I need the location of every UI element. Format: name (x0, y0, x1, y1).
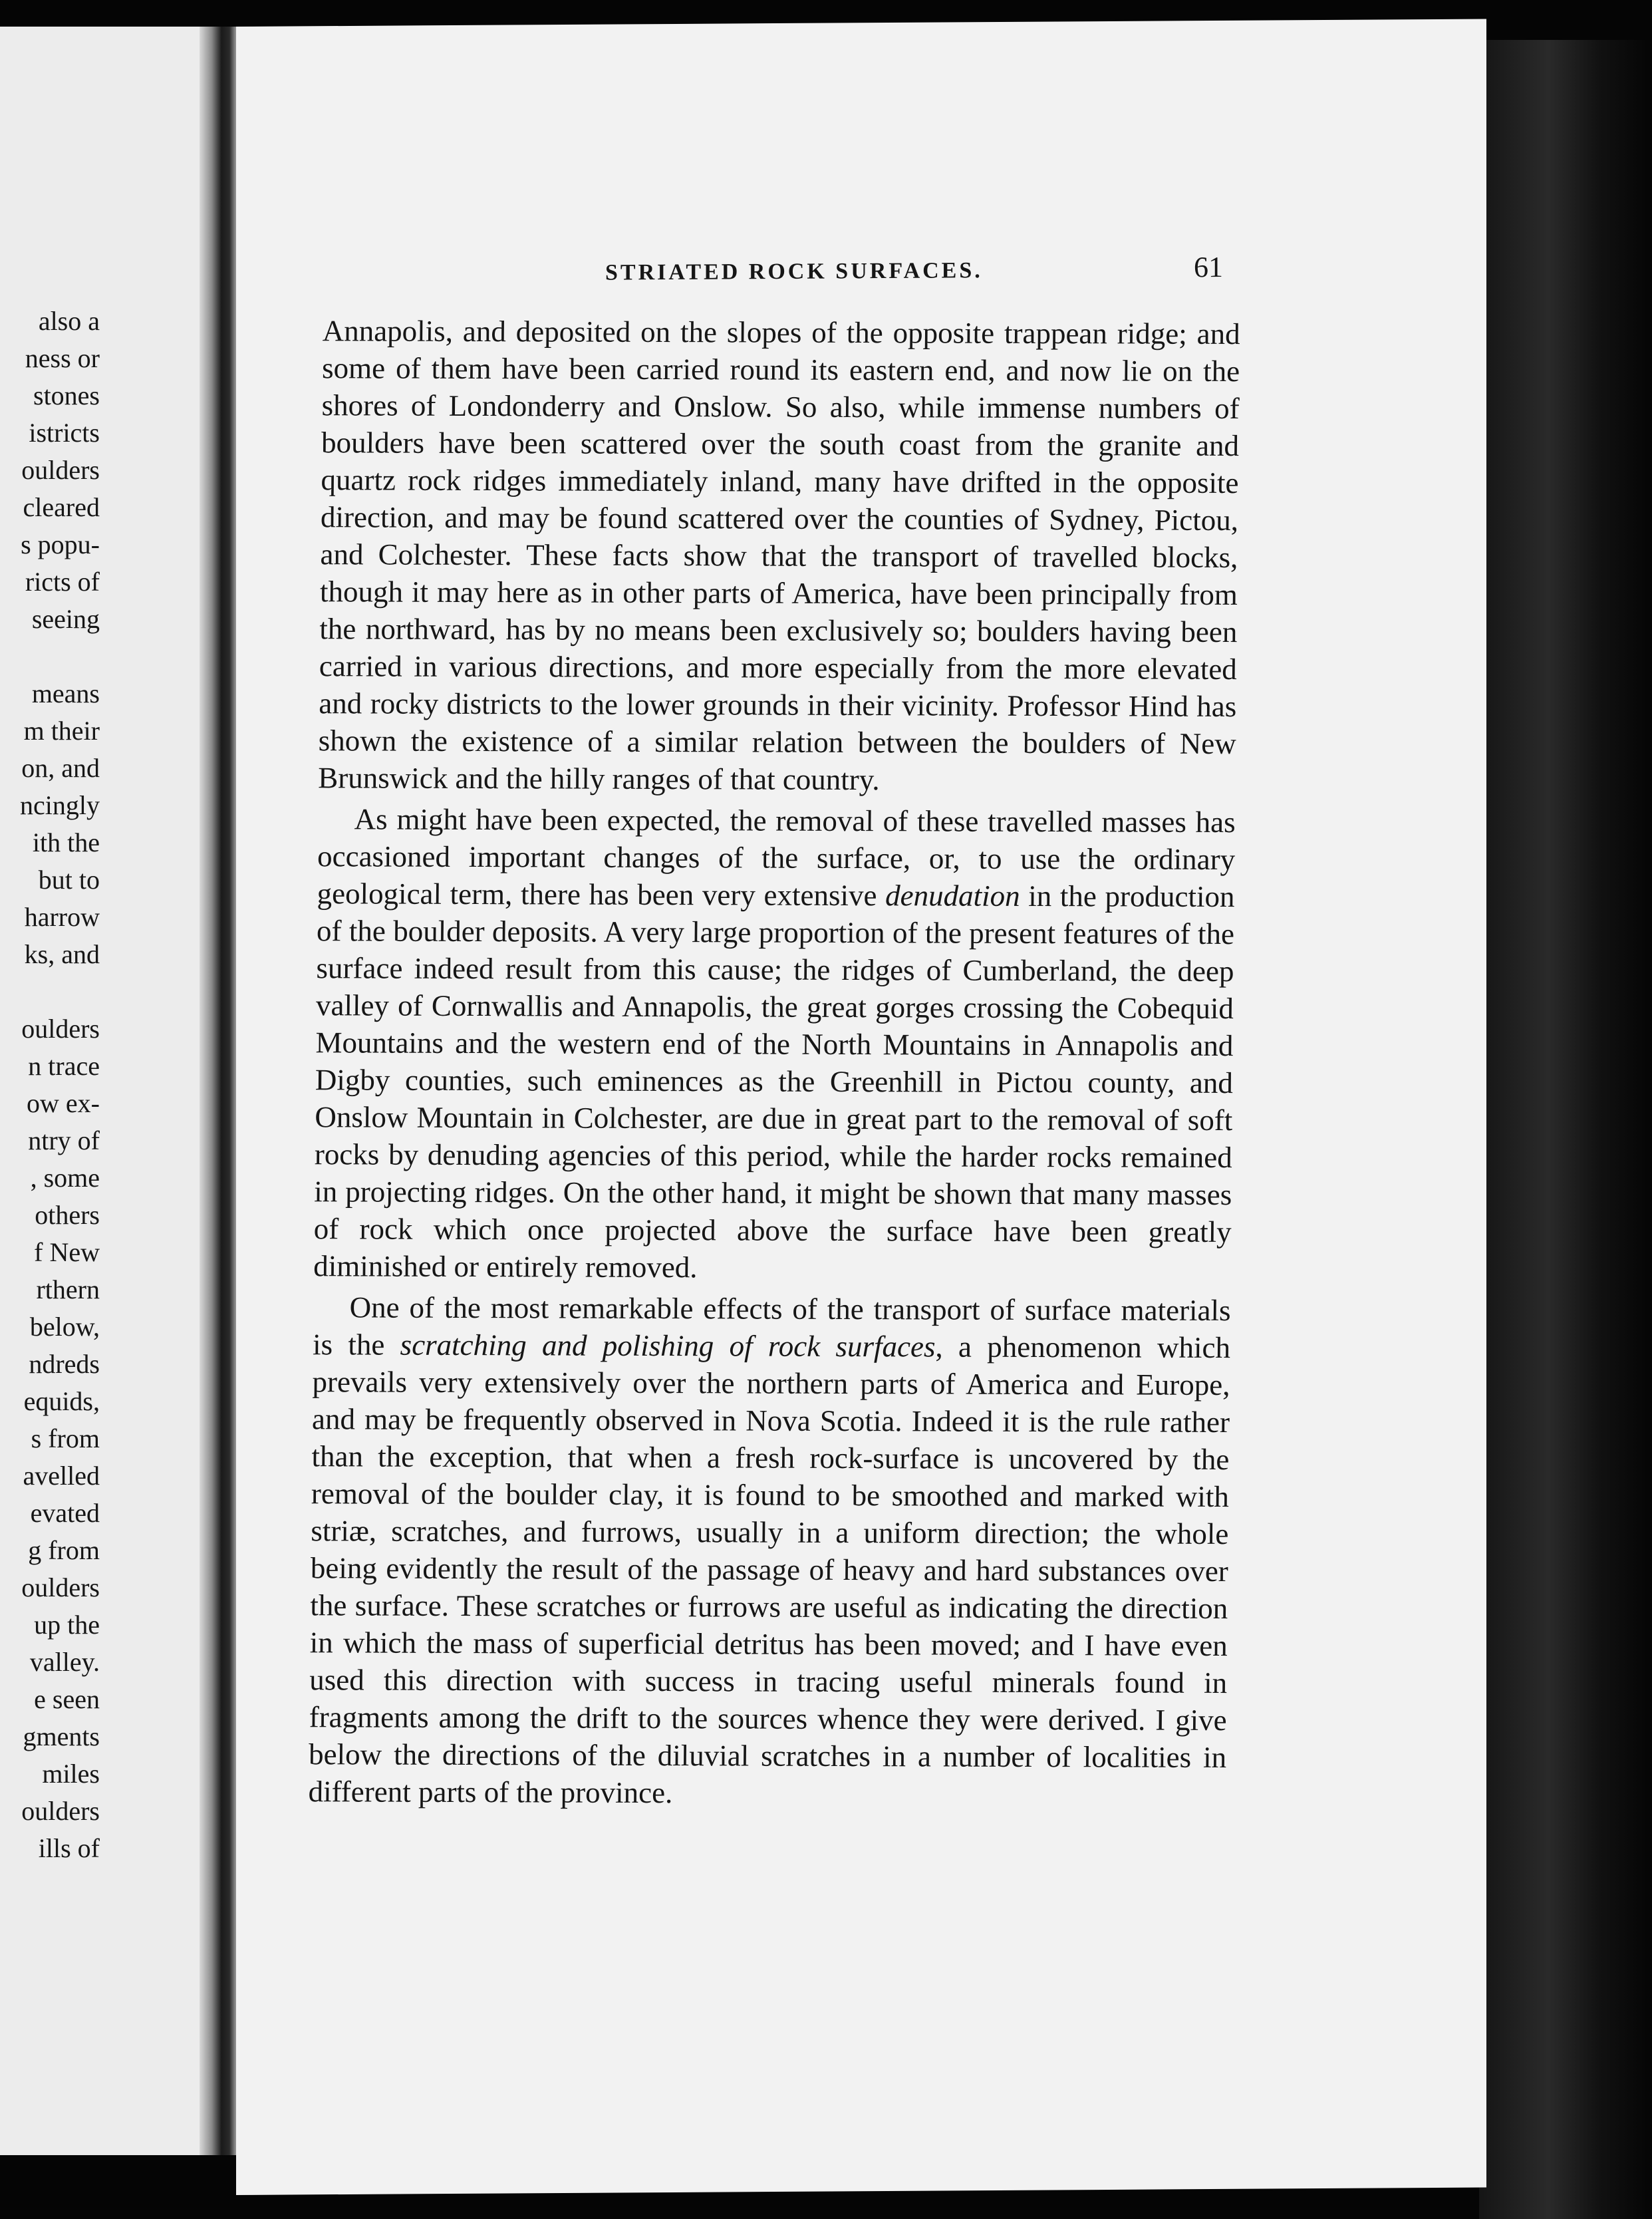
left-page-line: oulders (21, 1796, 100, 1826)
left-page-line: istricts (29, 418, 100, 448)
left-page-line: ncingly (20, 790, 100, 820)
paragraph-3-text-after: , a phenomenon which prevails very extensively over the northern parts of America and Europe, and may be frequently observed in Nova Scotia. Indeed it is the rule rather than the exception, that when a fresh rock-surface is uncovered by the removal of the boulder clay, it is found to be smoothed and marked with striæ, scratches, and furrows, usually in a uniform direction; the whole being evidently the result of the passage of heavy and hard substances over the surface. These scratches or furrows are useful as indicating the direction in which the mass of superficial detritus has been moved; and I have even used this direction with success in tracing useful minerals found in fragments among the drift to the sources whence they were derived. I give below the directions of the diluvial scratches in a number of localities in different parts of the province. (308, 1330, 1231, 1810)
left-page-line: e seen (34, 1684, 100, 1714)
book-fore-edge (1479, 40, 1652, 2219)
left-page-line: n trace (28, 1051, 100, 1081)
left-page-line: rthern (36, 1274, 100, 1304)
left-page-line: s popu- (21, 529, 100, 559)
left-page-line: m their (23, 716, 100, 746)
left-page-line: s from (31, 1423, 100, 1453)
paragraph-3 (308, 1288, 1230, 1813)
left-page-line: but to (38, 865, 100, 895)
left-page-line: ndreds (29, 1349, 100, 1379)
main-page (236, 19, 1486, 2195)
left-page-line: means (31, 678, 100, 708)
paragraph-1 (318, 312, 1240, 800)
left-page-line: f New (34, 1237, 100, 1267)
left-page-line: ks, and (24, 939, 100, 969)
left-page-line: harrow (24, 902, 100, 932)
paragraph-2-text-before: As might have been expected, the removal of these travelled masses has occasioned important changes of the surface, or, to use the ordinary geological term, there has been very extensive (317, 802, 1236, 913)
left-page-line: ills of (38, 1833, 100, 1863)
left-page-line: ith the (32, 827, 100, 857)
left-page-line: avelled (23, 1461, 100, 1491)
left-page-line: g from (28, 1535, 100, 1565)
left-page-line: , some (30, 1163, 100, 1193)
paragraph-2-text-after: in the production of the boulder deposits. A very large proportion of the present features of the surface indeed result from this cause; the ridges of Cumberland, the deep valley of Cornwallis and Annapolis, the great gorges crossing the Cobequid Mountains and the western end of the North Mountains in Annapolis and Digby counties, such eminences as the Greenhill in Pictou county, and Onslow Mountain in Colchester, are due in great part to the removal of soft rocks by denuding agencies of this period, while the harder rocks remained in projecting ridges. On the other hand, it might be shown that many masses of rock which once projected above the surface have been greatly diminished or entirely removed. (313, 879, 1235, 1284)
paragraph-1-text: Annapolis, and deposited on the slopes of the opposite trappean ridge; and some of them have been carried round its eastern end, and now lie on the shores of Londonderry and Onslow. So also, while immense numbers of boulders have been scattered over the south coast from the granite and quartz rock ridges immediately inland, many have drifted in the opposite direction, and may be found scattered over the counties of Sydney, Pictou, and Colchester. These facts show that the transport of travelled blocks, though it may here as in other parts of America, have been principally from the northward, has by no means been exclusively so; boulders having been carried in various directions, and more especially from the more elevated and rocky districts to the lower grounds in their vicinity. Professor Hind has shown the existence of a similar relation between the boulders of New Brunswick and the hilly ranges of that country. (318, 314, 1240, 797)
left-page-line: gments (23, 1721, 100, 1751)
left-page-line: others (35, 1200, 100, 1230)
left-page-line: oulders (21, 455, 100, 485)
running-head: STRIATED ROCK SURFACES. (605, 258, 983, 285)
left-page-line: on, and (21, 753, 100, 783)
body-text (308, 312, 1240, 1817)
page-number: 61 (1194, 250, 1223, 284)
left-page-line: equids, (23, 1386, 100, 1416)
left-page-line: ow ex- (27, 1088, 100, 1118)
left-page-line: miles (42, 1759, 100, 1789)
left-facing-page (0, 27, 200, 2155)
paragraph-3-emphasis: scratching and polishing of rock surfaces (400, 1328, 936, 1364)
book-gutter (200, 27, 239, 2155)
left-page-line: ricts of (25, 567, 100, 597)
left-page-line: ness or (25, 343, 100, 373)
left-page-line: oulders (21, 1572, 100, 1602)
page-header (236, 249, 1486, 296)
left-page-line: stones (33, 380, 100, 410)
paragraph-2-emphasis: denudation (885, 879, 1020, 913)
left-page-line: ntry of (28, 1125, 100, 1155)
left-page-line: oulders (21, 1014, 100, 1044)
left-page-line: valley. (29, 1647, 100, 1677)
paragraph-2 (313, 800, 1236, 1288)
left-page-line: seeing (31, 604, 100, 634)
left-page-line: also a (38, 306, 100, 336)
left-page-line: cleared (23, 492, 100, 522)
left-page-line: up the (34, 1610, 100, 1640)
left-page-line: evated (30, 1498, 100, 1528)
paragraph-3-text-before: One of the most remarkable effects of the transport of surface materials is the (312, 1290, 1231, 1362)
left-page-line: below, (29, 1312, 100, 1342)
